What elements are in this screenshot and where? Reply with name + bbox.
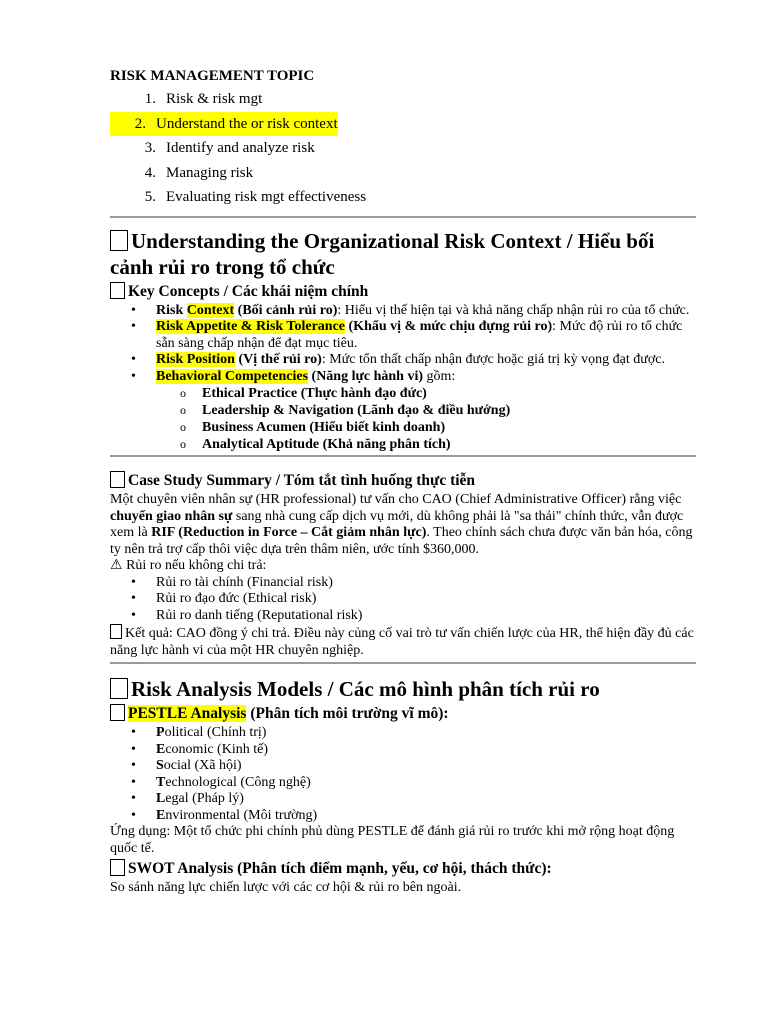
list-item: o Analytical Aptitude (Khả năng phân tích) (202, 436, 696, 453)
list-item: • Rủi ro đạo đức (Ethical risk) (156, 591, 696, 608)
swot-text: So sánh năng lực chiến lược với các cơ hội & rủi ro bên ngoài. (110, 880, 462, 895)
competency-list (156, 385, 696, 453)
list-item: • Economic (Kinh tế) (156, 742, 696, 759)
pestle-list (110, 725, 696, 824)
divider (110, 662, 696, 664)
risk-list (110, 575, 696, 625)
warning-icon: ⚠ (110, 558, 123, 573)
pestle-application: Ứng dụng: Một tổ chức phi chính phủ dùng PESTLE để đánh giá rủi ro trước khi mở rộng hoạt động quốc tế. (110, 824, 675, 856)
topic-title: RISK MANAGEMENT TOPIC (110, 68, 315, 84)
list-item: o Business Acumen (Hiểu biết kinh doanh) (202, 419, 696, 436)
missing-glyph-icon (110, 678, 128, 699)
section3-title: Risk Analysis Models / Các mô hình phân tích rủi ro (110, 676, 696, 702)
list-item: • Risk Appetite & Risk Tolerance (Khẩu vị & mức chịu đựng rủi ro): Mức độ rủi ro tổ chức sẵn sàng chấp nhận để đạt mục tiêu. (156, 319, 696, 352)
topic-list (110, 87, 696, 210)
divider (110, 216, 696, 218)
swot-heading: SWOT Analysis (Phân tích điểm mạnh, yếu, cơ hội, thách thức): (110, 859, 696, 878)
missing-glyph-icon (110, 282, 125, 299)
list-item: • Risk Context (Bối cảnh rủi ro): Hiểu vị thế hiện tại và khả năng chấp nhận rủi ro của tổ chức. (156, 303, 696, 320)
list-item: o Leadership & Navigation (Lãnh đạo & điều hướng) (202, 402, 696, 419)
list-item: • Rủi ro tài chính (Financial risk) (156, 575, 696, 592)
topic-item-3: 3. Identify and analyze risk (144, 140, 315, 156)
list-item: • Technological (Công nghệ) (156, 775, 696, 792)
case-study-text: Một chuyên viên nhân sự (HR professional) tư vấn cho CAO (Chief Administrative Officer) rằng việc chuyển giao nhân sự sang nhà cung cấp dịch vụ mới, dù không phải là "sa thải" chính thức, vẫn được xem là RIF (Reduction in Force – Cắt giảm nhân lực). Theo chính sách chưa được văn bản hóa, công ty nên trả trợ cấp thôi việc dựa trên thâm niên, ước tính $360,000. (110, 492, 693, 557)
topic-item-5: 5. Evaluating risk mgt effectiveness (144, 189, 367, 205)
key-concepts-heading: Key Concepts / Các khái niệm chính (110, 282, 696, 301)
missing-glyph-icon (110, 471, 125, 488)
list-item: • Social (Xã hội) (156, 758, 696, 775)
list-item: o Ethical Practice (Thực hành đạo đức) (202, 385, 696, 402)
topic-item-1: 1. Risk & risk mgt (144, 91, 263, 107)
key-concepts-list (110, 303, 696, 454)
list-item: • Environmental (Môi trường) (156, 808, 696, 825)
list-item: • Rủi ro danh tiếng (Reputational risk) (156, 608, 696, 625)
list-item: • Political (Chính trị) (156, 725, 696, 742)
risk-warning: ⚠ Rủi ro nếu không chi trả: (110, 558, 267, 573)
topic-item-2: 2. Understand the or risk context (110, 112, 696, 137)
pestle-heading: PESTLE Analysis (Phân tích môi trường vĩ mô): (110, 704, 696, 723)
missing-glyph-icon (110, 859, 125, 876)
missing-glyph-icon (110, 230, 128, 251)
section1-title: Understanding the Organizational Risk Context / Hiểu bối cảnh rủi ro trong tổ chức (110, 228, 655, 279)
list-item: • Legal (Pháp lý) (156, 791, 696, 808)
divider (110, 455, 696, 457)
list-item: • Risk Position (Vị thế rủi ro): Mức tổn thất chấp nhận được hoặc giá trị kỳ vọng đạt được. (156, 352, 696, 369)
topic-item-4: 4. Managing risk (144, 164, 254, 181)
document-page (110, 62, 696, 897)
list-item: • Behavioral Competencies (Năng lực hành vi) gồm: o Ethical Practice (Thực hành đạo đức) o Leadership & Navigation (Lãnh đạo & điều hướng) o Business Acumen (Hiểu biết kinh doanh) o Analytical Aptitude (Khả năng phân tích) (156, 369, 696, 454)
missing-glyph-icon (110, 704, 125, 721)
missing-glyph-icon (110, 624, 122, 639)
case-result: Kết quả: CAO đồng ý chi trả. Điều này củng cố vai trò tư vấn chiến lược của HR, thể hiện đầy đủ các năng lực hành vi của một HR chuyên nghiệp. (110, 626, 694, 658)
case-study-heading: Case Study Summary / Tóm tắt tình huống thực tiễn (110, 471, 696, 490)
